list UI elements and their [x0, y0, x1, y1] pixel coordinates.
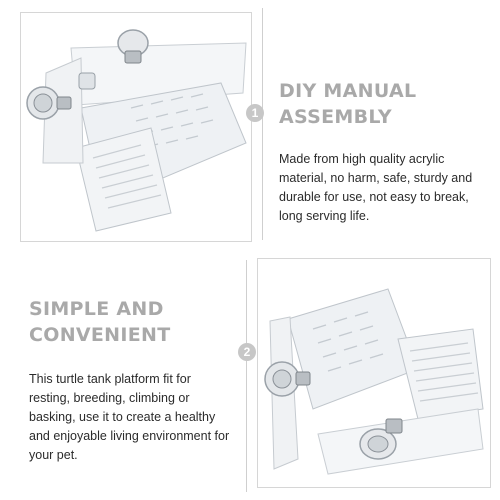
acrylic-platform-illustration-top: [21, 13, 251, 241]
section-2-heading-line2: CONVENIENT: [29, 324, 171, 346]
section-2-description: This turtle tank platform fit for resting, breeding, climbing or basking, use it to create a healthy and enjoyable living environment for your pet.: [29, 372, 230, 462]
product-image-bottom: [257, 258, 491, 488]
section-2-heading-line1: SIMPLE AND: [29, 298, 164, 320]
section-1-heading: [279, 78, 489, 130]
section-1-heading-line2: ASSEMBLY: [279, 106, 392, 128]
divider-line-top: [262, 8, 263, 240]
acrylic-platform-illustration-bottom: [258, 259, 490, 487]
product-image-top: [20, 12, 252, 242]
divider-line-bottom: [246, 260, 247, 492]
section-1-heading-line1: DIY MANUAL: [279, 80, 417, 102]
section-2-heading: [29, 296, 239, 348]
step-badge-1: 1: [246, 104, 264, 122]
section-1-description: Made from high quality acrylic material, no harm, safe, sturdy and durable for use, not easy to break, long serving life.: [279, 152, 473, 223]
step-badge-2: 2: [238, 343, 256, 361]
